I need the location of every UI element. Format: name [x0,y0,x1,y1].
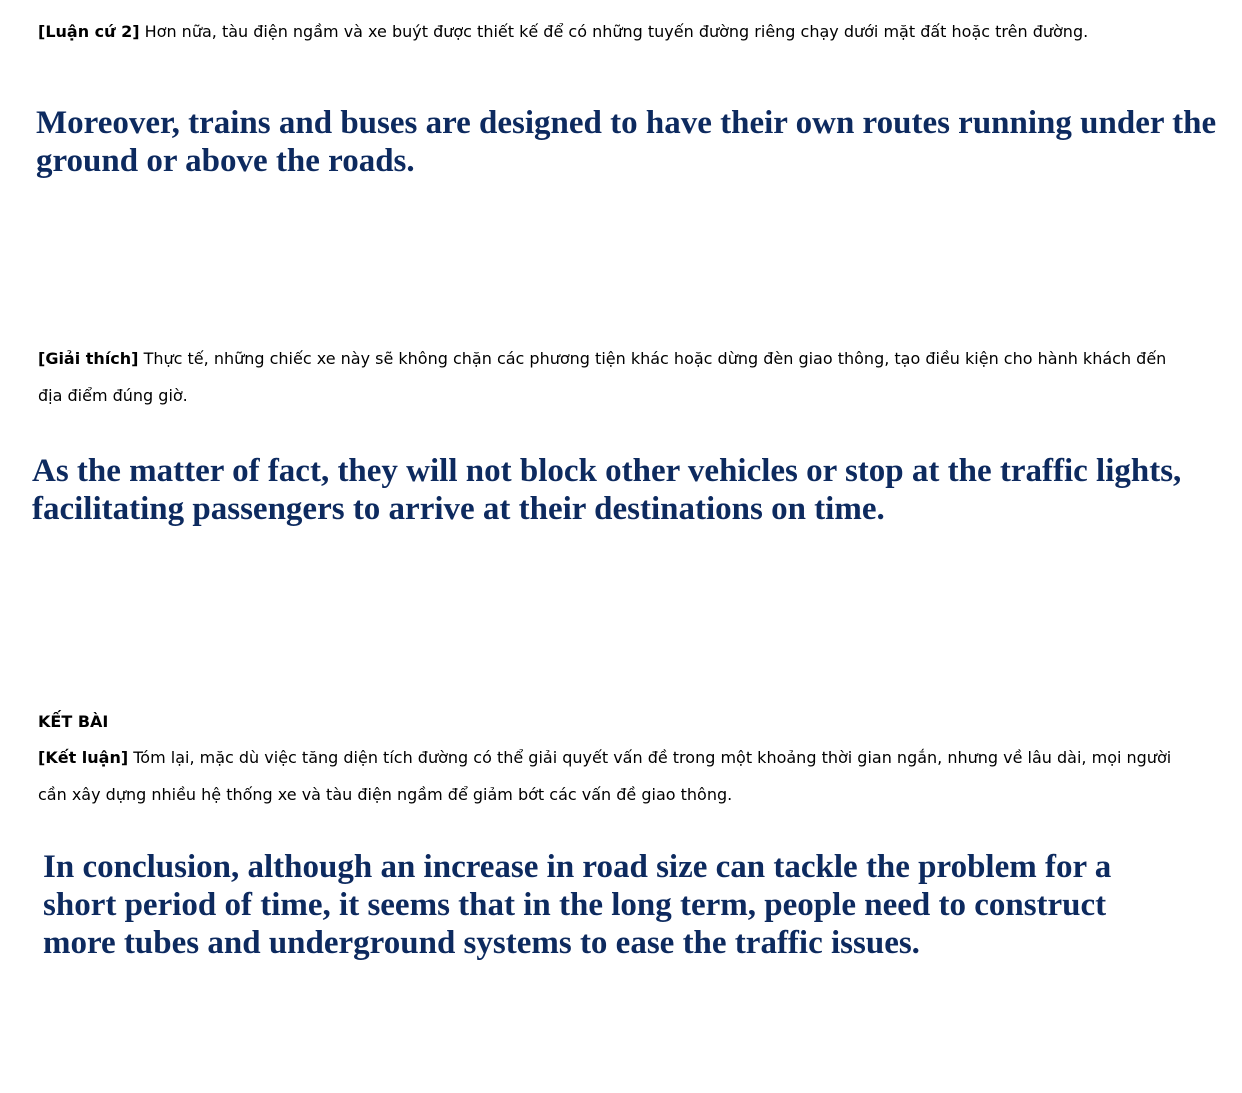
vietnamese-sentence: Thực tế, những chiếc xe này sẽ không chặn các phương tiện khác hoặc dừng đèn giao thông, tạo điều kiện cho hành khách đến địa điểm đúng giờ. [38,349,1167,405]
vietnamese-sentence: Hơn nữa, tàu điện ngầm và xe buýt được thiết kế để có những tuyến đường riêng chạy dưới mặt đất hoặc trên đường. [139,22,1089,41]
vietnamese-conclusion [38,739,1188,813]
argument-tag: [Luận cứ 2] [38,22,140,41]
vietnamese-sentence: Tóm lại, mặc dù việc tăng diện tích đường có thể giải quyết vấn đề trong một khoảng thời gian ngắn, nhưng về lâu dài, mọi người cần xây dựng nhiều hệ thống xe và tàu điện ngầm để giảm bớt các vấn đề giao thông. [38,748,1172,804]
english-explanation: As the matter of fact, they will not block other vehicles or stop at the traffic lights, facilitating passengers to arrive at their destinations on time. [32,453,1182,527]
conclusion-tag: [Kết luận] [38,748,129,767]
explanation-tag: [Giải thích] [38,349,139,368]
vietnamese-argument-2 [38,13,1218,50]
english-conclusion: In conclusion, although an increase in road size can tackle the problem for a short period of time, it seems that in the long term, people need to construct more tubes and underground systems to ease the traffic issues. [43,849,1112,961]
english-argument-2: Moreover, trains and buses are designed to have their own routes running under the ground or above the roads. [36,105,1217,179]
vietnamese-explanation [38,340,1188,414]
section-heading-conclusion: KẾT BÀI [38,712,109,731]
